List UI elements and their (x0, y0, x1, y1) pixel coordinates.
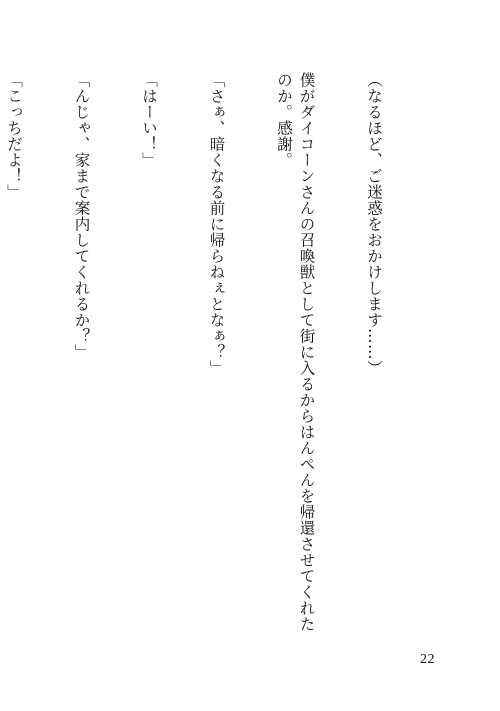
text-line: 「こっちだよ！」 (5, 72, 23, 200)
page-number: 22 (420, 652, 435, 667)
text-line: 僕がダイコーンさんの召喚獣として街に入るからはんぺんを帰還させてくれたのか。感謝。 (275, 72, 316, 632)
vertical-text-body (0, 72, 430, 632)
text-line: （なるほど、ご迷惑をおかけします……） (365, 72, 383, 376)
text-line: 「さぁ、暗くなる前に帰らねぇとなぁ？」 (207, 72, 226, 376)
text-line: 「んじゃ、家まで案内してくれるか？」 (72, 72, 91, 360)
text-line: 「はーい！」 (140, 72, 158, 168)
